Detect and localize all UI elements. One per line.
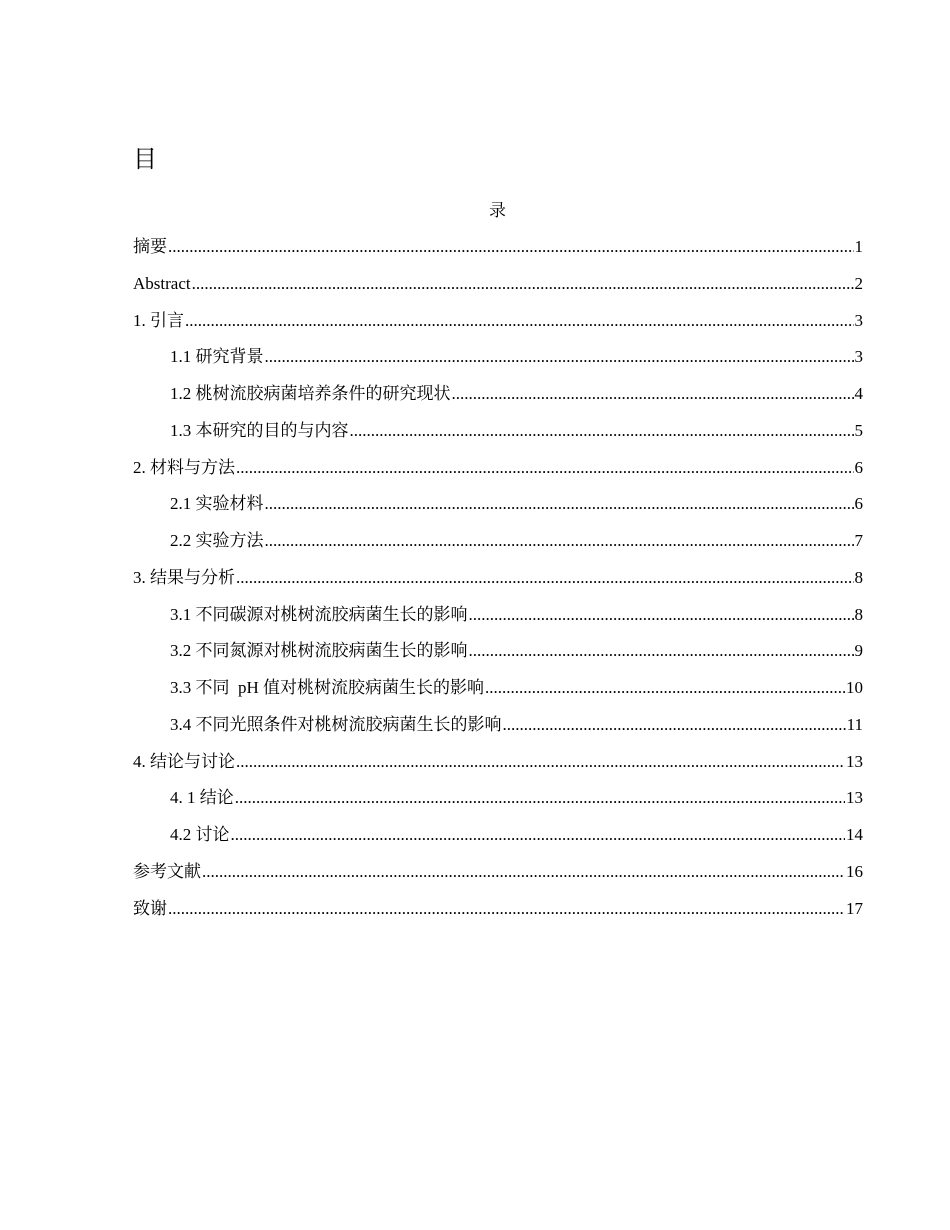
toc-dot-leader (168, 897, 845, 921)
toc-entry[interactable] (133, 419, 863, 456)
toc-dot-leader (503, 713, 846, 737)
toc-entry-page: 4 (854, 384, 863, 403)
toc-dot-leader (265, 345, 854, 369)
toc-dot-leader (192, 272, 854, 296)
toc-entry-label: 摘要 (133, 237, 167, 256)
toc-entry[interactable] (133, 823, 863, 860)
toc-entry-label: 1.3 本研究的目的与内容 (170, 420, 349, 440)
toc-entry-label: 4. 1 结论 (170, 788, 234, 808)
toc-dot-leader (236, 566, 854, 590)
toc-entry-page: 2 (854, 273, 863, 293)
toc-entry[interactable] (133, 272, 863, 309)
toc-entry-page: 16 (846, 861, 863, 881)
toc-entry-page: 3 (854, 347, 863, 367)
toc-title-first-char: 目 (133, 145, 157, 173)
toc-dot-leader (185, 309, 854, 333)
table-of-contents (133, 235, 863, 933)
toc-entry[interactable] (133, 345, 863, 382)
toc-entry[interactable] (133, 639, 863, 676)
toc-entry[interactable] (133, 750, 863, 787)
toc-entry-label: 1. 引言 (133, 310, 184, 330)
toc-entry-page: 17 (846, 898, 863, 918)
toc-dot-leader (265, 529, 854, 553)
toc-entry-label: 致谢 (133, 898, 167, 918)
toc-entry-label: 3.1 不同碳源对桃树流胶病菌生长的影响 (170, 604, 468, 624)
toc-entry-label: 3.3 不同 pH 值对桃树流胶病菌生长的影响 (170, 678, 485, 697)
toc-entry[interactable] (133, 309, 863, 346)
toc-entry-label: 3.2 不同氮源对桃树流胶病菌生长的影响 (170, 641, 468, 661)
toc-entry[interactable] (133, 860, 863, 897)
toc-dot-leader (350, 419, 854, 443)
toc-entry-page: 13 (846, 788, 863, 808)
toc-dot-leader (452, 382, 854, 406)
toc-entry-page: 13 (846, 751, 863, 771)
toc-dot-leader (236, 456, 854, 480)
toc-entry-label: 1.1 研究背景 (170, 347, 264, 367)
toc-entry[interactable] (133, 897, 863, 934)
toc-entry-label: 3. 结果与分析 (133, 567, 235, 587)
toc-entry-page: 5 (854, 420, 863, 440)
toc-entry[interactable] (133, 603, 863, 640)
toc-entry-page: 6 (854, 494, 863, 514)
toc-entry-page: 14 (846, 825, 863, 844)
toc-dot-leader (168, 235, 854, 259)
toc-dot-leader (235, 786, 845, 810)
toc-entry[interactable] (133, 529, 863, 566)
toc-entry-page: 6 (854, 457, 863, 477)
toc-entry[interactable] (133, 456, 863, 493)
toc-entry-page: 8 (854, 567, 863, 587)
toc-dot-leader (236, 750, 845, 774)
toc-dot-leader (265, 492, 854, 516)
toc-entry-page: 8 (854, 604, 863, 624)
toc-entry-label: 参考文献 (133, 861, 201, 881)
toc-dot-leader (469, 603, 854, 627)
toc-dot-leader (231, 823, 846, 847)
toc-entry-label: 2. 材料与方法 (133, 457, 235, 477)
toc-entry-page: 3 (854, 310, 863, 330)
toc-entry-page: 7 (854, 531, 863, 550)
toc-entry-page: 10 (846, 678, 863, 697)
toc-entry-page: 1 (854, 237, 863, 256)
toc-entry[interactable] (133, 492, 863, 529)
toc-title-second-char: 录 (489, 201, 506, 220)
toc-entry[interactable] (133, 676, 863, 713)
toc-entry-label: 2.1 实验材料 (170, 494, 264, 514)
toc-entry[interactable] (133, 786, 863, 823)
toc-entry-label: 4. 结论与讨论 (133, 751, 235, 771)
toc-dot-leader (469, 639, 854, 663)
toc-entry-label: 4.2 讨论 (170, 825, 230, 844)
toc-dot-leader (202, 860, 845, 884)
toc-entry-label: 1.2 桃树流胶病菌培养条件的研究现状 (170, 384, 451, 403)
toc-entry-label: 2.2 实验方法 (170, 531, 264, 550)
toc-entry[interactable] (133, 382, 863, 419)
toc-entry[interactable] (133, 566, 863, 603)
toc-entry[interactable] (133, 713, 863, 750)
toc-entry-page: 9 (854, 641, 863, 661)
toc-entry-page: 11 (846, 714, 863, 734)
toc-entry-label: 3.4 不同光照条件对桃树流胶病菌生长的影响 (170, 714, 502, 734)
toc-entry-label: Abstract (133, 273, 191, 293)
toc-entry[interactable] (133, 235, 863, 272)
toc-dot-leader (485, 676, 845, 700)
